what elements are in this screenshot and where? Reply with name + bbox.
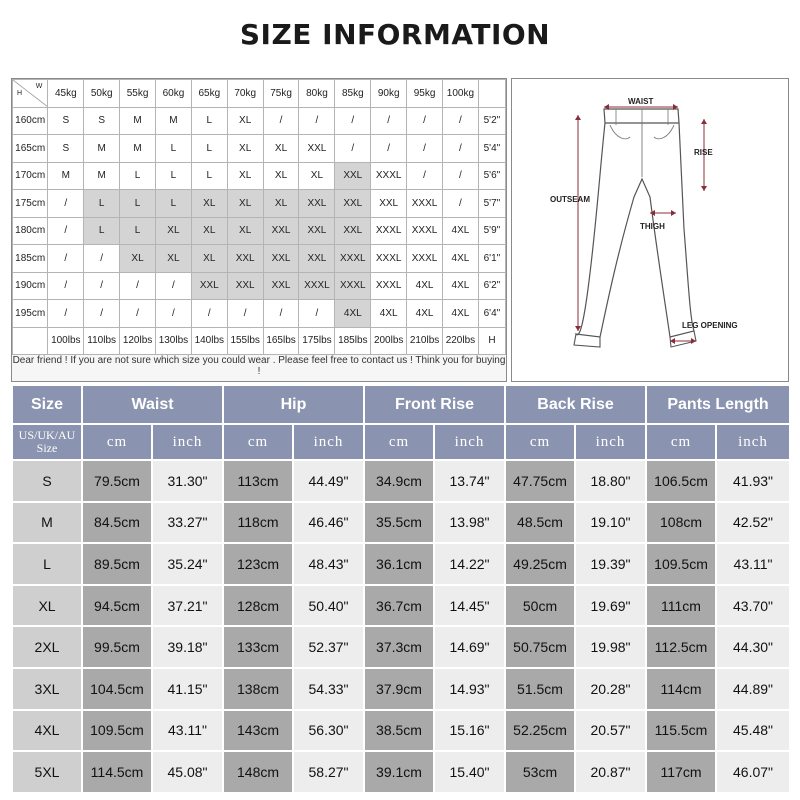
size-cell: 3XL (12, 668, 82, 710)
weight-kg-cell: 80kg (299, 80, 335, 108)
weight-lbs-cell: 175lbs (299, 327, 335, 355)
weight-lbs-cell: 155lbs (227, 327, 263, 355)
weight-kg-cell: 75kg (263, 80, 299, 108)
front-rise-cm-cell: 37.9cm (364, 668, 434, 710)
hip-cm-cell: 133cm (223, 626, 293, 668)
size-recommendation-cell: / (263, 107, 299, 135)
size-row (12, 543, 790, 585)
waist-inch-cell: 43.11" (152, 710, 223, 752)
front-rise-inch-cell: 13.98" (434, 502, 505, 544)
weight-kg-row (13, 80, 506, 108)
back-rise-cm-cell: 50cm (505, 585, 575, 627)
height-ft-cell: 6'1" (478, 245, 505, 273)
size-recommendation-cell: / (48, 272, 84, 300)
weight-kg-cell: 100kg (442, 80, 478, 108)
back-rise-cm-cell: 53cm (505, 751, 575, 793)
back-rise-inch-cell: 19.98" (575, 626, 646, 668)
size-recommendation-cell: XXXL (335, 245, 371, 273)
size-cell: 4XL (12, 710, 82, 752)
size-recommendation-cell: / (84, 272, 120, 300)
height-cm-cell: 170cm (13, 162, 48, 190)
size-cell: 5XL (12, 751, 82, 793)
back-rise-header: Back Rise (505, 385, 646, 424)
hip-cm-cell: 128cm (223, 585, 293, 627)
size-system-label: US/UK/AU Size (12, 424, 82, 460)
height-cm-cell: 190cm (13, 272, 48, 300)
waist-cm-cell: 104.5cm (82, 668, 152, 710)
leg-opening-label: LEG OPENING (682, 321, 738, 330)
size-recommendation-cell: XL (155, 217, 191, 245)
size-recommendation-cell: XXXL (371, 162, 407, 190)
size-recommendation-cell: XL (263, 162, 299, 190)
weight-lbs-cell: 130lbs (155, 327, 191, 355)
hip-cm-cell: 148cm (223, 751, 293, 793)
size-recommendation-cell: XXL (335, 217, 371, 245)
height-row (13, 107, 506, 135)
height-row (13, 300, 506, 328)
weight-kg-cell: 85kg (335, 80, 371, 108)
unit-cm: cm (505, 424, 575, 460)
back-rise-inch-cell: 20.57" (575, 710, 646, 752)
size-recommendation-cell: XL (263, 135, 299, 163)
size-recommendation-cell: L (120, 162, 156, 190)
weight-lbs-cell: 220lbs (442, 327, 478, 355)
waist-inch-cell: 37.21" (152, 585, 223, 627)
waist-label: WAIST (628, 97, 654, 106)
pants-length-cm-cell: 106.5cm (646, 460, 716, 502)
back-rise-inch-cell: 20.87" (575, 751, 646, 793)
back-rise-inch-cell: 20.28" (575, 668, 646, 710)
size-recommendation-cell: XL (120, 245, 156, 273)
size-recommendation-cell: M (84, 162, 120, 190)
front-rise-cm-cell: 36.7cm (364, 585, 434, 627)
pants-length-inch-cell: 44.30" (716, 626, 790, 668)
height-ft-cell: 5'9" (478, 217, 505, 245)
hip-inch-cell: 56.30" (293, 710, 364, 752)
size-row (12, 585, 790, 627)
unit-cm: cm (364, 424, 434, 460)
size-recommendation-cell: L (84, 217, 120, 245)
size-recommendation-cell: L (120, 190, 156, 218)
size-recommendation-cell: XXL (263, 217, 299, 245)
waist-inch-cell: 31.30" (152, 460, 223, 502)
weight-kg-cell: 70kg (227, 80, 263, 108)
pants-length-cm-cell: 112.5cm (646, 626, 716, 668)
weight-lbs-cell: 200lbs (371, 327, 407, 355)
waist-cm-cell: 94.5cm (82, 585, 152, 627)
size-recommendation-cell: XXL (227, 245, 263, 273)
size-cell: 2XL (12, 626, 82, 668)
height-cm-cell: 175cm (13, 190, 48, 218)
size-recommendation-cell: XL (263, 190, 299, 218)
weight-kg-cell: 45kg (48, 80, 84, 108)
height-ft-cell: 5'7" (478, 190, 505, 218)
size-recommendation-cell: XL (191, 217, 227, 245)
height-cm-cell: 185cm (13, 245, 48, 273)
height-row (13, 217, 506, 245)
size-recommendation-cell: / (442, 107, 478, 135)
waist-inch-cell: 33.27" (152, 502, 223, 544)
pants-length-cm-cell: 114cm (646, 668, 716, 710)
unit-cm: cm (646, 424, 716, 460)
size-recommendation-cell: XXL (263, 245, 299, 273)
back-rise-cm-cell: 51.5cm (505, 668, 575, 710)
pants-illustration (512, 79, 790, 383)
size-recommendation-cell: / (48, 190, 84, 218)
hip-inch-cell: 46.46" (293, 502, 364, 544)
unit-inch: inch (575, 424, 646, 460)
size-recommendation-cell: XXL (299, 135, 335, 163)
size-recommendation-cell: 4XL (442, 300, 478, 328)
weight-kg-cell: 90kg (371, 80, 407, 108)
back-rise-inch-cell: 19.39" (575, 543, 646, 585)
back-rise-cm-cell: 52.25cm (505, 710, 575, 752)
size-recommendation-cell: XXL (227, 272, 263, 300)
pants-length-cm-cell: 108cm (646, 502, 716, 544)
size-recommendation-cell: / (227, 300, 263, 328)
height-row (13, 162, 506, 190)
corner-weight-label: W (35, 83, 43, 90)
size-recommendation-cell: XXL (263, 272, 299, 300)
front-rise-inch-cell: 15.40" (434, 751, 505, 793)
height-ft-cell: 6'2" (478, 272, 505, 300)
hip-cm-cell: 138cm (223, 668, 293, 710)
size-row (12, 502, 790, 544)
size-recommendation-cell: / (335, 107, 371, 135)
waist-inch-cell: 45.08" (152, 751, 223, 793)
size-recommendation-cell: 4XL (442, 272, 478, 300)
size-recommendation-cell: L (155, 135, 191, 163)
weight-lbs-cell: 185lbs (335, 327, 371, 355)
size-recommendation-cell: XXL (335, 162, 371, 190)
corner-height-label: H (17, 90, 23, 97)
height-row (13, 135, 506, 163)
front-rise-cm-cell: 34.9cm (364, 460, 434, 502)
size-recommendation-cell: XXXL (407, 190, 443, 218)
hip-inch-cell: 48.43" (293, 543, 364, 585)
size-recommendation-cell: M (155, 107, 191, 135)
size-recommendation-cell: M (120, 135, 156, 163)
size-recommendation-cell: / (442, 135, 478, 163)
size-recommendation-cell: XXXL (407, 217, 443, 245)
pants-length-cm-cell: 109.5cm (646, 543, 716, 585)
size-recommendation-cell: / (442, 162, 478, 190)
size-recommendation-cell: 4XL (371, 300, 407, 328)
height-row (13, 245, 506, 273)
size-recommendation-cell: / (120, 300, 156, 328)
size-recommendation-cell: 4XL (335, 300, 371, 328)
size-recommendation-cell: XXXL (371, 245, 407, 273)
size-row (12, 460, 790, 502)
size-recommendation-cell: 4XL (442, 245, 478, 273)
weight-lbs-row (13, 327, 506, 355)
back-rise-cm-cell: 48.5cm (505, 502, 575, 544)
size-recommendation-cell: L (155, 190, 191, 218)
size-cell: M (12, 502, 82, 544)
front-rise-cm-cell: 36.1cm (364, 543, 434, 585)
size-recommendation-cell: / (48, 245, 84, 273)
size-recommendation-cell: XL (227, 217, 263, 245)
size-measurement-table (11, 384, 791, 794)
hip-header: Hip (223, 385, 364, 424)
waist-cm-cell: 99.5cm (82, 626, 152, 668)
size-recommendation-cell: XXXL (371, 272, 407, 300)
weight-kg-cell: 65kg (191, 80, 227, 108)
size-recommendation-cell: XL (227, 107, 263, 135)
hip-inch-cell: 44.49" (293, 460, 364, 502)
pants-length-header: Pants Length (646, 385, 790, 424)
front-rise-cm-cell: 35.5cm (364, 502, 434, 544)
height-row (13, 190, 506, 218)
unit-inch: inch (434, 424, 505, 460)
waist-header: Waist (82, 385, 223, 424)
size-recommendation-cell: / (335, 135, 371, 163)
size-recommendation-cell: / (407, 135, 443, 163)
unit-cm: cm (82, 424, 152, 460)
size-recommendation-cell: / (48, 300, 84, 328)
front-rise-cm-cell: 38.5cm (364, 710, 434, 752)
size-row (12, 626, 790, 668)
back-rise-cm-cell: 47.75cm (505, 460, 575, 502)
hip-inch-cell: 54.33" (293, 668, 364, 710)
weight-kg-cell: 60kg (155, 80, 191, 108)
size-recommendation-cell: XL (191, 190, 227, 218)
unit-header-row (12, 424, 790, 460)
height-cm-cell: 180cm (13, 217, 48, 245)
weight-lbs-cell: 120lbs (120, 327, 156, 355)
size-recommendation-cell: 4XL (407, 300, 443, 328)
back-rise-cm-cell: 49.25cm (505, 543, 575, 585)
height-weight-chart (11, 78, 507, 382)
front-rise-cm-cell: 39.1cm (364, 751, 434, 793)
waist-inch-cell: 39.18" (152, 626, 223, 668)
hip-inch-cell: 50.40" (293, 585, 364, 627)
size-recommendation-cell: XXL (299, 190, 335, 218)
front-rise-inch-cell: 15.16" (434, 710, 505, 752)
size-recommendation-cell: M (120, 107, 156, 135)
size-recommendation-cell: XL (227, 190, 263, 218)
front-rise-inch-cell: 14.22" (434, 543, 505, 585)
rise-label: RISE (694, 148, 713, 157)
height-cm-cell: 195cm (13, 300, 48, 328)
outseam-label: OUTSEAM (550, 195, 590, 204)
pants-length-inch-cell: 42.52" (716, 502, 790, 544)
size-recommendation-cell: S (84, 107, 120, 135)
waist-cm-cell: 84.5cm (82, 502, 152, 544)
front-rise-cm-cell: 37.3cm (364, 626, 434, 668)
unit-inch: inch (716, 424, 790, 460)
size-recommendation-cell: M (48, 162, 84, 190)
unit-inch: inch (152, 424, 223, 460)
chart-note: Dear friend ! If you are not sure which size you could wear . Please feel free to contact us ! Think you for buying ! (12, 355, 506, 377)
pants-length-inch-cell: 43.70" (716, 585, 790, 627)
size-recommendation-cell: XXL (191, 272, 227, 300)
size-cell: XL (12, 585, 82, 627)
size-cell: S (12, 460, 82, 502)
size-recommendation-cell: / (84, 300, 120, 328)
empty-cell (13, 327, 48, 355)
size-recommendation-cell: / (442, 190, 478, 218)
unit-cm: cm (223, 424, 293, 460)
size-recommendation-cell: / (191, 300, 227, 328)
size-recommendation-cell: / (407, 107, 443, 135)
height-weight-corner (13, 80, 48, 108)
hip-inch-cell: 52.37" (293, 626, 364, 668)
waist-cm-cell: 109.5cm (82, 710, 152, 752)
size-row (12, 668, 790, 710)
size-recommendation-cell: XL (191, 245, 227, 273)
size-recommendation-cell: / (371, 107, 407, 135)
size-recommendation-cell: M (84, 135, 120, 163)
pants-length-cm-cell: 117cm (646, 751, 716, 793)
size-recommendation-cell: XL (227, 135, 263, 163)
height-weight-table (12, 79, 506, 355)
weight-lbs-cell: 165lbs (263, 327, 299, 355)
weight-lbs-cell: 100lbs (48, 327, 84, 355)
size-recommendation-cell: L (84, 190, 120, 218)
size-recommendation-cell: S (48, 135, 84, 163)
unit-inch: inch (293, 424, 364, 460)
weight-kg-cell: 55kg (120, 80, 156, 108)
size-recommendation-cell: / (120, 272, 156, 300)
size-recommendation-cell: L (191, 107, 227, 135)
size-header: Size (12, 385, 82, 424)
size-recommendation-cell: XL (299, 162, 335, 190)
waist-inch-cell: 41.15" (152, 668, 223, 710)
front-rise-inch-cell: 14.69" (434, 626, 505, 668)
back-rise-inch-cell: 18.80" (575, 460, 646, 502)
size-recommendation-cell: XXXL (299, 272, 335, 300)
height-cm-cell: 165cm (13, 135, 48, 163)
size-recommendation-cell: / (299, 107, 335, 135)
size-recommendation-cell: XXL (335, 190, 371, 218)
size-cell: L (12, 543, 82, 585)
pants-length-inch-cell: 43.11" (716, 543, 790, 585)
weight-lbs-cell: 210lbs (407, 327, 443, 355)
front-rise-inch-cell: 13.74" (434, 460, 505, 502)
size-recommendation-cell: XL (155, 245, 191, 273)
pants-length-inch-cell: 41.93" (716, 460, 790, 502)
bottom-corner-cell: H (478, 327, 505, 355)
size-recommendation-cell: / (407, 162, 443, 190)
waist-cm-cell: 79.5cm (82, 460, 152, 502)
page-title: SIZE INFORMATION (239, 18, 551, 51)
height-ft-cell: 5'2" (478, 107, 505, 135)
front-rise-inch-cell: 14.45" (434, 585, 505, 627)
hip-cm-cell: 143cm (223, 710, 293, 752)
thigh-label: THIGH (640, 222, 665, 231)
pants-length-inch-cell: 44.89" (716, 668, 790, 710)
waist-cm-cell: 114.5cm (82, 751, 152, 793)
height-cm-cell: 160cm (13, 107, 48, 135)
size-recommendation-cell: L (120, 217, 156, 245)
weight-kg-cell: 95kg (407, 80, 443, 108)
front-rise-header: Front Rise (364, 385, 505, 424)
back-rise-cm-cell: 50.75cm (505, 626, 575, 668)
hip-cm-cell: 118cm (223, 502, 293, 544)
size-recommendation-cell: XXXL (371, 217, 407, 245)
hip-cm-cell: 123cm (223, 543, 293, 585)
size-recommendation-cell: / (371, 135, 407, 163)
size-row (12, 751, 790, 793)
hip-inch-cell: 58.27" (293, 751, 364, 793)
weight-lbs-cell: 110lbs (84, 327, 120, 355)
height-ft-cell: 5'6" (478, 162, 505, 190)
height-ft-cell: 5'4" (478, 135, 505, 163)
size-row (12, 710, 790, 752)
weight-lbs-cell: 140lbs (191, 327, 227, 355)
pants-length-cm-cell: 111cm (646, 585, 716, 627)
size-recommendation-cell: XXL (299, 245, 335, 273)
pants-length-inch-cell: 46.07" (716, 751, 790, 793)
size-recommendation-cell: 4XL (407, 272, 443, 300)
size-recommendation-cell: XXXL (407, 245, 443, 273)
size-recommendation-cell: / (155, 272, 191, 300)
size-recommendation-cell: / (48, 217, 84, 245)
size-recommendation-cell: XXL (371, 190, 407, 218)
hip-cm-cell: 113cm (223, 460, 293, 502)
weight-kg-cell: 50kg (84, 80, 120, 108)
size-recommendation-cell: XXL (299, 217, 335, 245)
size-recommendation-cell: 4XL (442, 217, 478, 245)
height-ft-cell: 6'4" (478, 300, 505, 328)
size-recommendation-cell: L (191, 135, 227, 163)
waist-cm-cell: 89.5cm (82, 543, 152, 585)
size-recommendation-cell: L (155, 162, 191, 190)
pants-length-inch-cell: 45.48" (716, 710, 790, 752)
empty-cell (478, 80, 505, 108)
back-rise-inch-cell: 19.69" (575, 585, 646, 627)
size-recommendation-cell: / (299, 300, 335, 328)
front-rise-inch-cell: 14.93" (434, 668, 505, 710)
size-recommendation-cell: L (191, 162, 227, 190)
back-rise-inch-cell: 19.10" (575, 502, 646, 544)
size-recommendation-cell: XL (227, 162, 263, 190)
size-recommendation-cell: / (155, 300, 191, 328)
size-recommendation-cell: / (263, 300, 299, 328)
size-recommendation-cell: S (48, 107, 84, 135)
waist-inch-cell: 35.24" (152, 543, 223, 585)
pants-diagram (511, 78, 789, 382)
size-recommendation-cell: XXXL (335, 272, 371, 300)
pants-length-cm-cell: 115.5cm (646, 710, 716, 752)
size-recommendation-cell: / (84, 245, 120, 273)
group-header-row (12, 385, 790, 424)
height-row (13, 272, 506, 300)
